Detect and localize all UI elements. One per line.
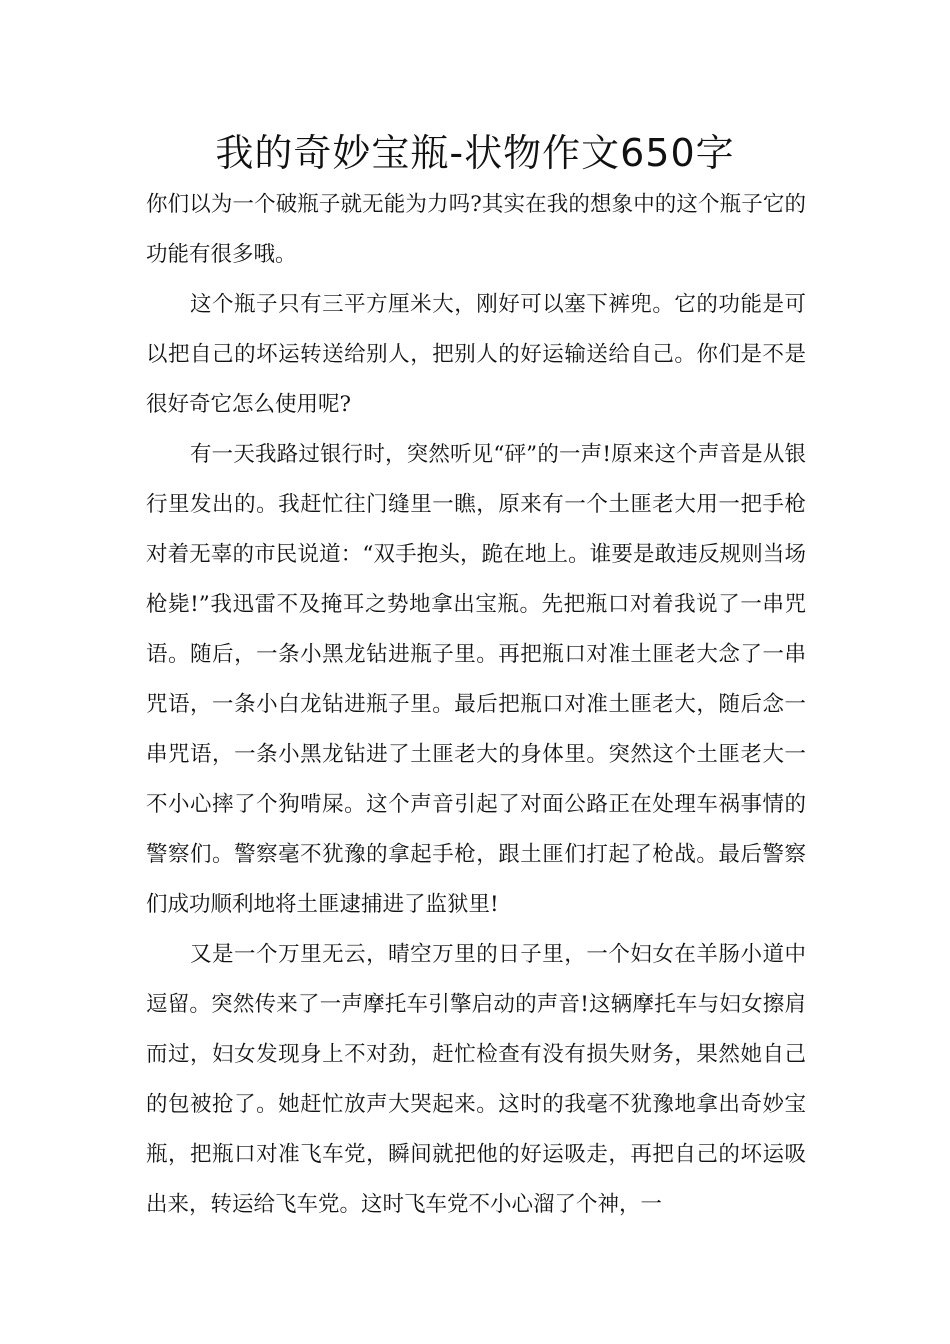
paragraph-3: 有一天我路过银行时，突然听见“砰”的一声!原来这个声音是从银行里发出的。我赶忙往门缝里一瞧，原来有一个土匪老大用一把手枪对着无辜的市民说道：“双手抱头，跪在地上。谁要是敢违反规则当场枪毙!”我迅雷不及掩耳之势地拿出宝瓶。先把瓶口对着我说了一串咒语。随后，一条小黑龙钻进瓶子里。再把瓶口对准土匪老大念了一串咒语，一条小白龙钻进瓶子里。最后把瓶口对准土匪老大，随后念一串咒语，一条小黑龙钻进了土匪老大的身体里。突然这个土匪老大一不小心摔了个狗啃屎。这个声音引起了对面公路正在处理车祸事情的警察们。警察毫不犹豫的拿起手枪，跟土匪们打起了枪战。最后警察们成功顺利地将土匪逮捕进了监狱里! (146, 442, 806, 917)
paragraph-4: 又是一个万里无云，晴空万里的日子里，一个妇女在羊肠小道中逗留。突然传来了一声摩托车引擎启动的声音!这辆摩托车与妇女擦肩而过，妇女发现身上不对劲，赶忙检查有没有损失财务，果然她自己的包被抢了。她赶忙放声大哭起来。这时的我毫不犹豫地拿出奇妙宝瓶，把瓶口对准飞车党，瞬间就把他的好运吸走，再把自己的坏运吸出来，转运给飞车党。这时飞车党不小心溜了个神，一 (146, 942, 806, 1217)
document-title: 我的奇妙宝瓶-状物作文650字 (215, 131, 735, 175)
paragraph-1: 你们以为一个破瓶子就无能为力吗?其实在我的想象中的这个瓶子它的功能有很多哦。 (146, 192, 806, 267)
document-body (146, 180, 806, 1230)
paragraph-2: 这个瓶子只有三平方厘米大，刚好可以塞下裤兜。它的功能是可以把自己的坏运转送给别人，把别人的好运输送给自己。你们是不是很好奇它怎么使用呢? (146, 292, 806, 417)
